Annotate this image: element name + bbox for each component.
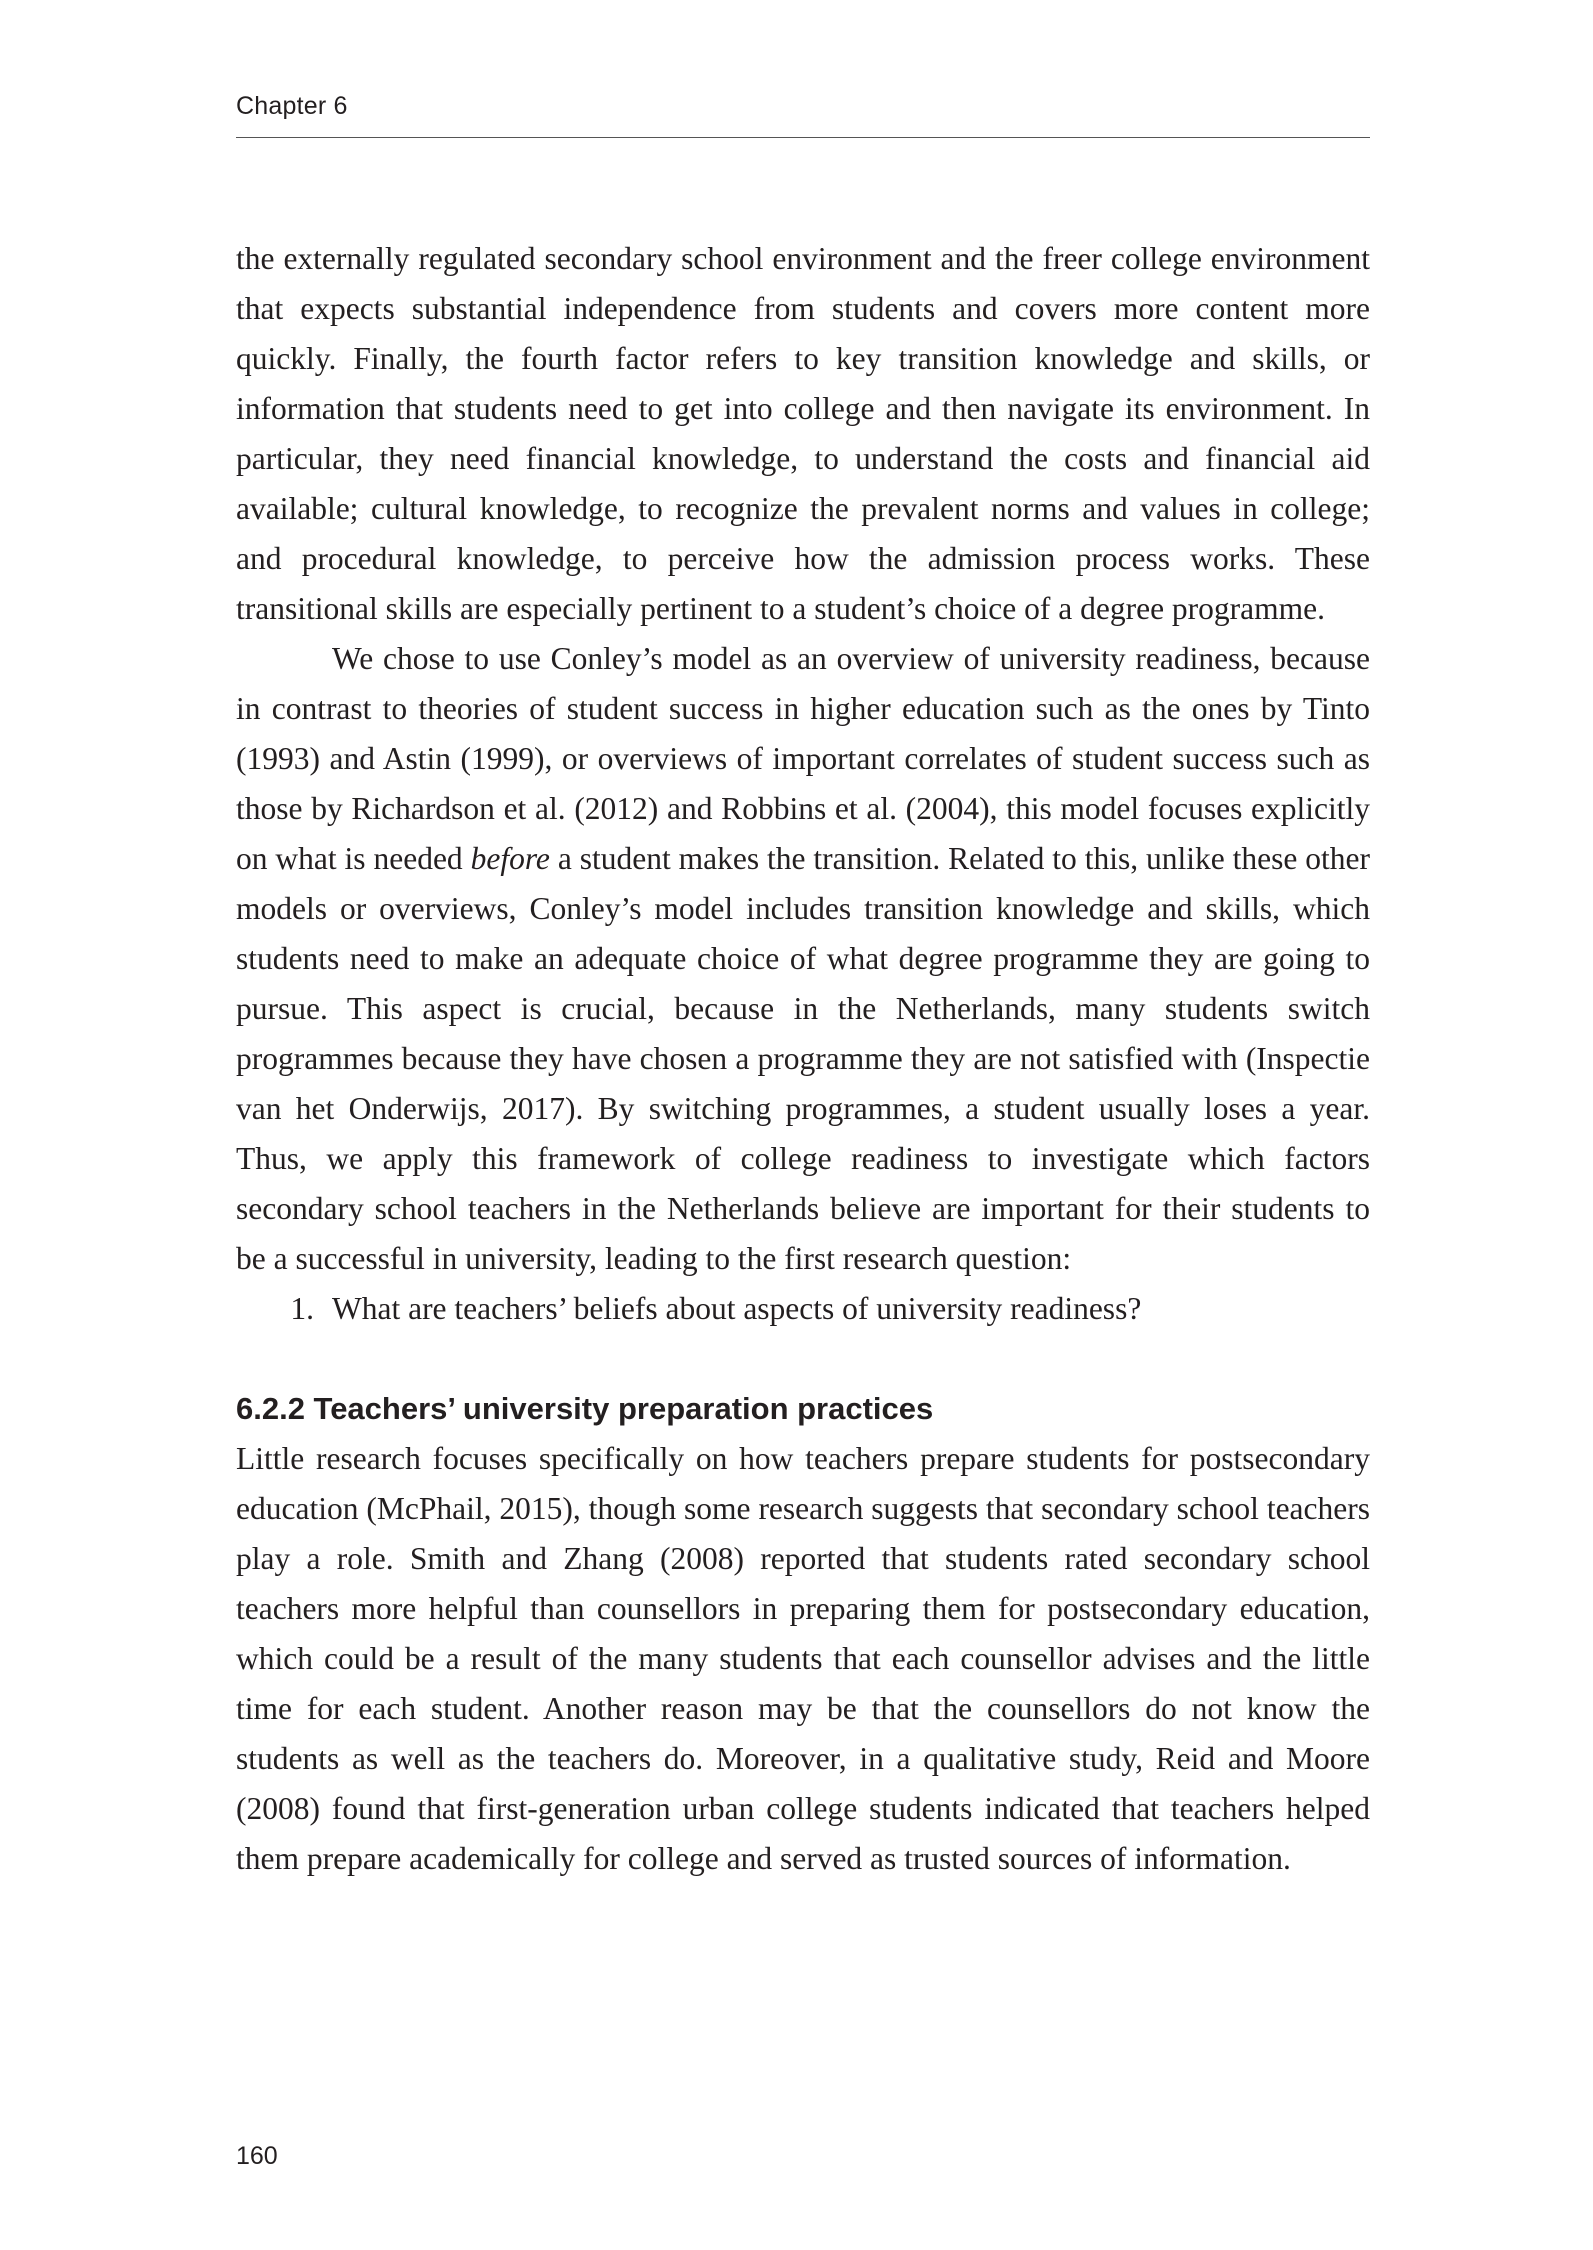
paragraph-preparation-practices: Little research focuses specifically on how teachers prepare students for postsecondary education (McPhail, 2015), though some research suggests that secondary school teachers play a role. Smith and Zhang (2008) reported that students rated secondary school teachers more helpful than counsellors in preparing them for postsecondary education, which could be a result of the many students that each counsellor advises and the little time for each student. Another reason may be that the counsellors do not know the students as well as the teachers do. Moreover, in a qualitative study, Reid and Moore (2008) found that first-generation urban college students indicated that teachers helped them prepare academically for college and served as trusted sources of information. (236, 1441, 1370, 1876)
header-rule (236, 137, 1370, 138)
paragraph-continued: the externally regulated secondary school environment and the freer college environment that expects substantial independence from students and covers more content more quickly. Finally, the fourth factor refers to key transition knowledge and skills, or information that students need to get into college and then navigate its environment. In particular, they need financial knowledge, to understand the costs and financial aid available; cultural knowledge, to recognize the prevalent norms and values in college; and procedural knowledge, to perceive how the admission process works. These transitional skills are especially pertinent to a student’s choice of a degree programme. (236, 241, 1370, 626)
paragraph-text-part-1: We chose to use Conley’s model as an overview of university readiness, because in contrast to theories of student success in higher education such as the ones by Tinto (1993) and Astin (1999), or overviews of important correlates of student success such as those by Richardson et al. (2012) and Robbins et al. (2004), this model focuses explicitly on what is needed (236, 641, 1370, 876)
page-number: 160 (236, 2142, 278, 2170)
running-head: Chapter 6 (236, 92, 348, 120)
main-text (236, 234, 1370, 1884)
italic-emphasis: before (470, 841, 550, 876)
paragraph-conley-model (236, 634, 1370, 1284)
research-question-number: 1. (290, 1291, 314, 1326)
research-question-list (236, 1284, 1370, 1334)
research-question-item (236, 1284, 1370, 1334)
section-heading: 6.2.2 Teachers’ university preparation practices (236, 1391, 934, 1426)
research-question-text: What are teachers’ beliefs about aspects of university readiness? (332, 1291, 1142, 1326)
paragraph-text-part-2: a student makes the transition. Related to this, unlike these other models or overviews, Conley’s model includes transition knowledge and skills, which students need to make an adequate choice of what degree programme they are going to pursue. This aspect is crucial, because in the Netherlands, many students switch programmes because they have chosen a programme they are not satisfied with (Inspectie van het Onderwijs, 2017). By switching programmes, a student usually loses a year. Thus, we apply this framework of college readiness to investigate which factors secondary school teachers in the Netherlands believe are important for their students to be a successful in university, leading to the first research question: (236, 841, 1371, 1276)
